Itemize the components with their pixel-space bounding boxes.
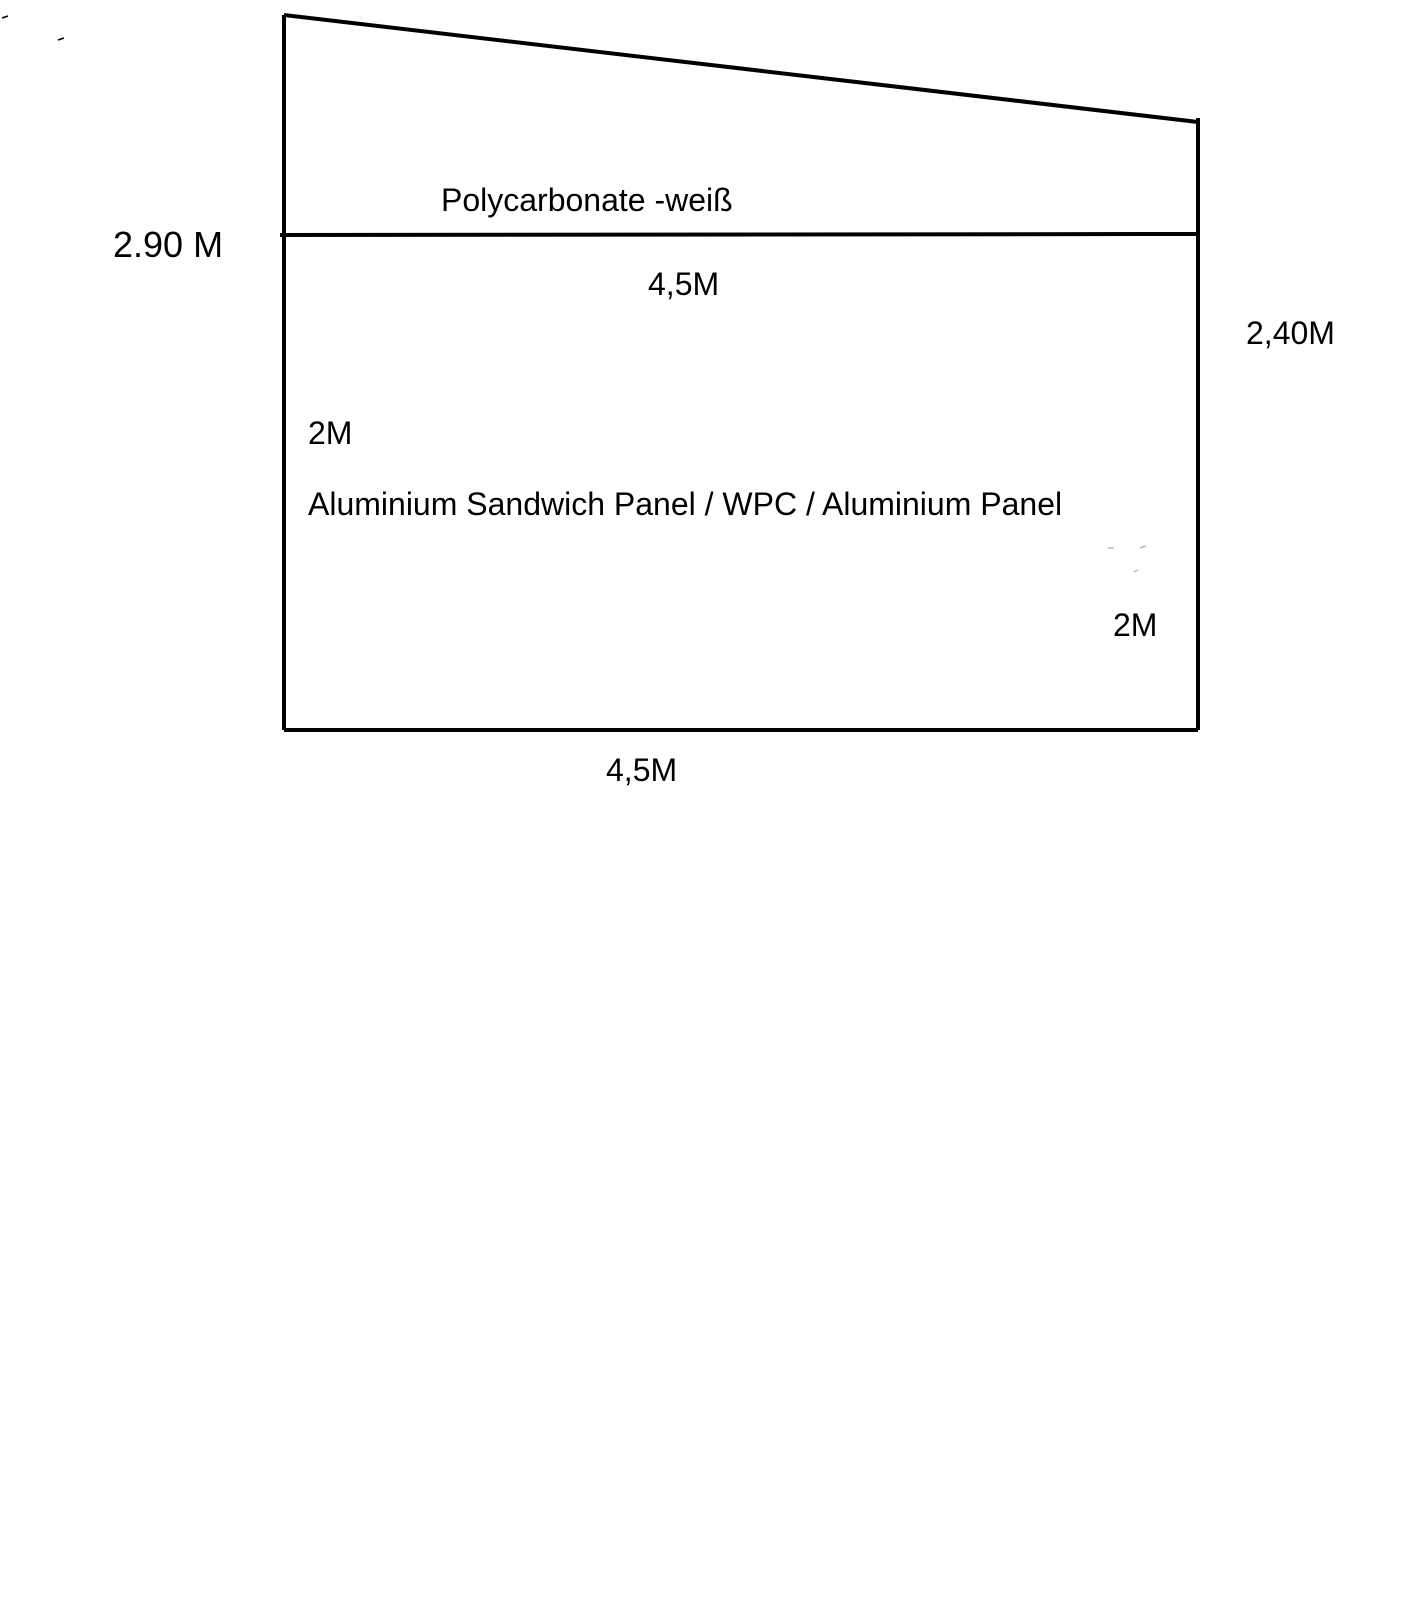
section-divider [280,234,1198,235]
stray-mark [2,16,64,40]
left-panel-height-label: 2M [308,415,353,451]
top-section-material-label: Polycarbonate -weiß [441,182,733,218]
right-panel-height-label: 2M [1113,607,1158,643]
bottom-width-label: 4,5M [606,752,678,788]
middle-width-label: 4,5M [648,266,720,302]
bottom-section-material-label: Aluminium Sandwich Panel / WPC / Aluminium Panel [308,486,1063,522]
right-total-height-label: 2,40M [1246,315,1335,351]
sloped-roof-edge [284,15,1198,122]
stray-mark [1108,546,1146,572]
left-total-height-label: 2.90 M [113,224,224,265]
